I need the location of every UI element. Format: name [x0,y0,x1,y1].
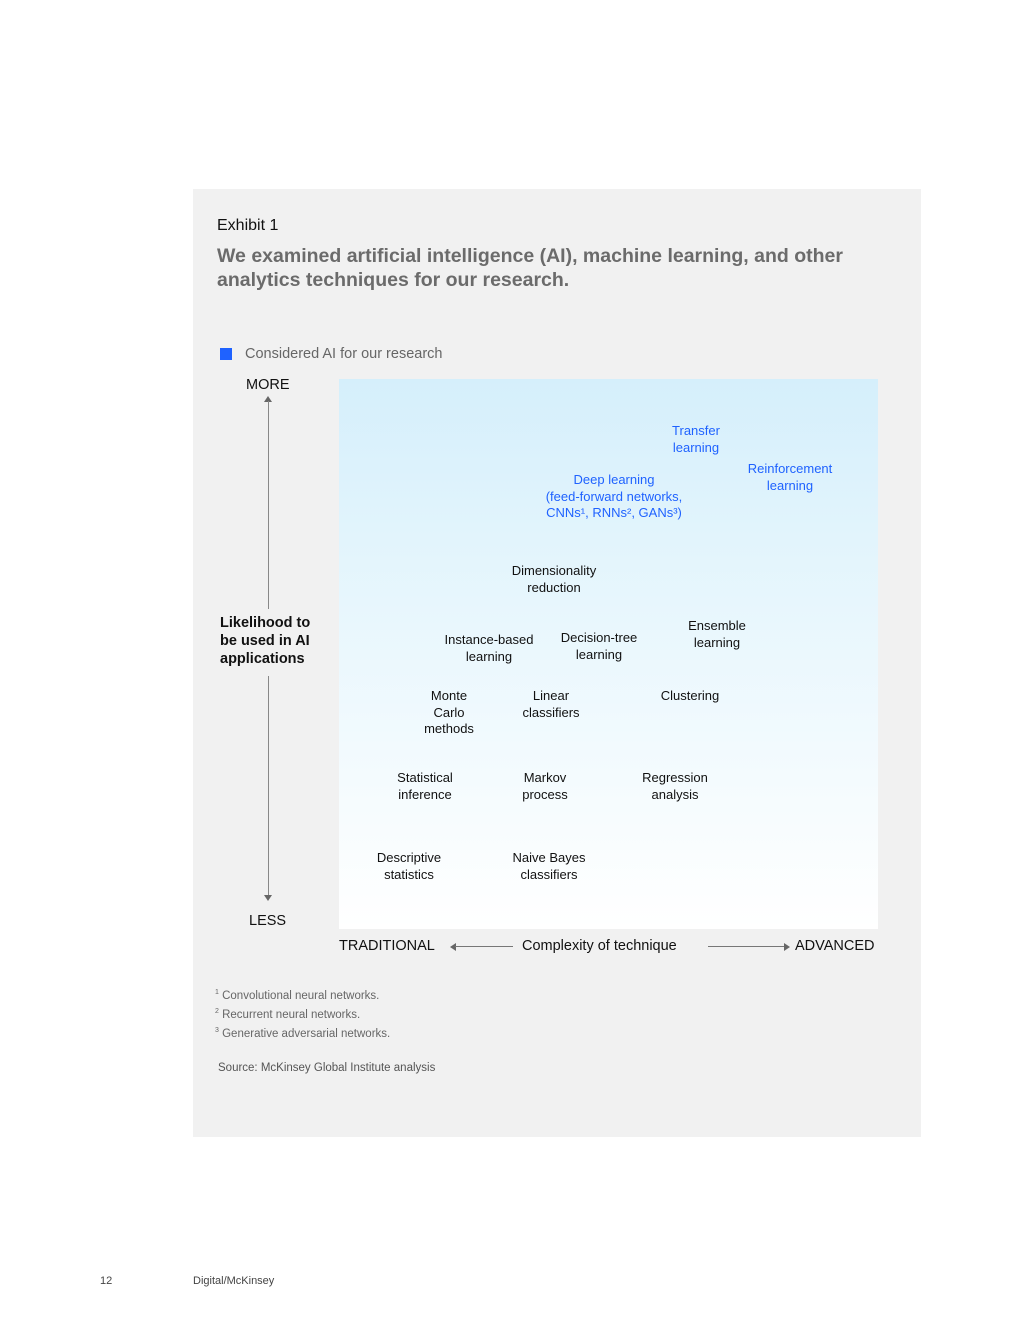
technique-map [339,379,878,929]
technique-label: Decision-tree learning [560,630,638,662]
x-axis-title: Complexity of technique [522,938,677,954]
technique-label: Deep learning (feed-forward networks, CNNs¹, RNNs², GANs³) [545,472,683,520]
technique-label: Naive Bayes classifiers [512,850,586,882]
technique-label: Reinforcement learning [747,461,833,493]
page-number: 12 [100,1275,113,1287]
footnote-text: Convolutional neural networks. [222,989,380,1002]
y-axis-line-upper [268,401,269,609]
technique-label: Ensemble learning [688,618,746,650]
legend-swatch [220,348,232,360]
technique-label: Dimensionality reduction [511,563,597,595]
technique-label: Transfer learning [672,423,720,455]
technique-label: Clustering [660,688,720,703]
footnote-text: Recurrent neural networks. [222,1008,361,1021]
legend-text: Considered AI for our research [245,346,443,362]
x-axis-traditional-label: TRADITIONAL [339,938,435,954]
y-axis-less-label: LESS [249,913,287,929]
footnote-number: 3 [215,1026,219,1034]
technique-label: Statistical inference [397,770,453,802]
technique-label: Monte Carlo methods [424,688,474,736]
footnote [215,985,390,1004]
exhibit-label: Exhibit 1 [217,217,279,234]
y-axis-down-arrow-icon [264,895,272,901]
legend [220,346,442,362]
y-axis-more-label: MORE [246,377,290,393]
technique-label: Descriptive statistics [376,850,442,882]
source-note: Source: McKinsey Global Institute analysis [218,1062,436,1074]
x-axis-right-arrow-icon [784,943,790,951]
y-axis-title: Likelihood to be used in AI applications [220,615,311,667]
footnote-text: Generative adversarial networks. [222,1027,391,1040]
exhibit-panel [193,189,921,1137]
technique-label: Markov process [522,770,568,802]
footnote-number: 1 [215,989,219,996]
footnote-number: 2 [215,1007,219,1015]
footnote [215,1004,390,1023]
y-axis-line-lower [268,676,269,896]
x-axis-left-arrow-icon [450,943,456,951]
publication-name: Digital/McKinsey [193,1275,275,1287]
footnotes [215,985,390,1041]
x-axis-line-left [455,946,513,947]
technique-label: Instance-based learning [444,632,534,664]
footnote [215,1023,390,1042]
x-axis-advanced-label: ADVANCED [795,938,875,954]
x-axis-line-right [708,946,786,947]
exhibit-title: We examined artificial intelligence (AI), machine learning, and other analytics techniques for our research. [217,245,843,291]
technique-label: Regression analysis [642,770,708,802]
technique-label: Linear classifiers [522,688,580,720]
